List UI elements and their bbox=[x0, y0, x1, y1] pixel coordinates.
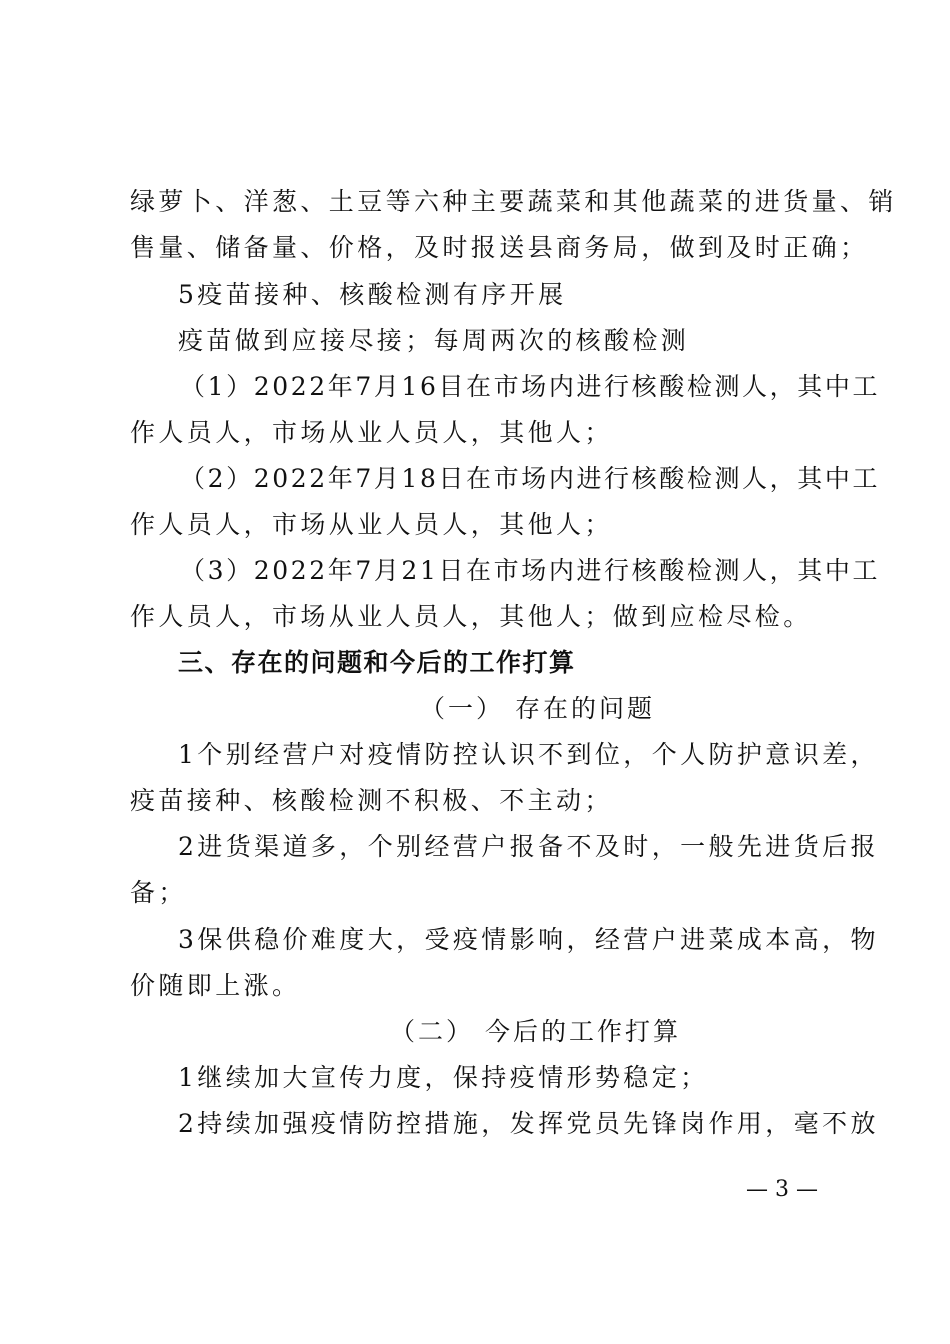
paragraph-line: 5疫苗接种、核酸检测有序开展 bbox=[178, 280, 567, 309]
paragraph-line: 2持续加强疫情防控措施，发挥党员先锋岗作用，毫不放 bbox=[178, 1109, 879, 1138]
paragraph-line: 作人员人，市场从业人员人，其他人； bbox=[130, 418, 613, 447]
subsection-heading: （二） 今后的工作打算 bbox=[390, 1017, 681, 1046]
paragraph-line: 疫苗接种、核酸检测不积极、不主动； bbox=[130, 786, 613, 815]
paragraph-line: 疫苗做到应接尽接；每周两次的核酸检测 bbox=[178, 326, 690, 355]
paragraph-line: 作人员人，市场从业人员人，其他人；做到应检尽检。 bbox=[130, 602, 812, 631]
paragraph-line: 2进货渠道多，个别经营户报备不及时，一般先进货后报 bbox=[178, 832, 879, 861]
paragraph-line: （1）2022年7月16目在市场内进行核酸检测人，其中工 bbox=[180, 372, 881, 401]
paragraph-line: （2）2022年7月18日在市场内进行核酸检测人，其中工 bbox=[180, 464, 881, 493]
paragraph-line: 1个别经营户对疫情防控认识不到位，个人防护意识差， bbox=[178, 740, 879, 769]
page-number: — 3 — bbox=[746, 1177, 818, 1202]
paragraph-line: 售量、储备量、价格，及时报送县商务局，做到及时正确； bbox=[130, 233, 869, 262]
paragraph-line: 3保供稳价难度大，受疫情影响，经营户进菜成本高，物 bbox=[178, 925, 879, 954]
paragraph-line: 绿萝卜、洋葱、土豆等六种主要蔬菜和其他蔬菜的进货量、销 bbox=[130, 187, 897, 216]
paragraph-line: 作人员人，市场从业人员人，其他人； bbox=[130, 510, 613, 539]
subsection-heading: （一） 存在的问题 bbox=[420, 694, 655, 723]
paragraph-line: 价随即上涨。 bbox=[130, 971, 301, 1000]
paragraph-line: （3）2022年7月21日在市场内进行核酸检测人，其中工 bbox=[180, 556, 881, 585]
section-heading: 三、存在的问题和今后的工作打算 bbox=[178, 648, 576, 677]
paragraph-line: 备； bbox=[130, 878, 187, 907]
paragraph-line: 1继续加大宣传力度，保持疫情形势稳定； bbox=[178, 1063, 709, 1092]
